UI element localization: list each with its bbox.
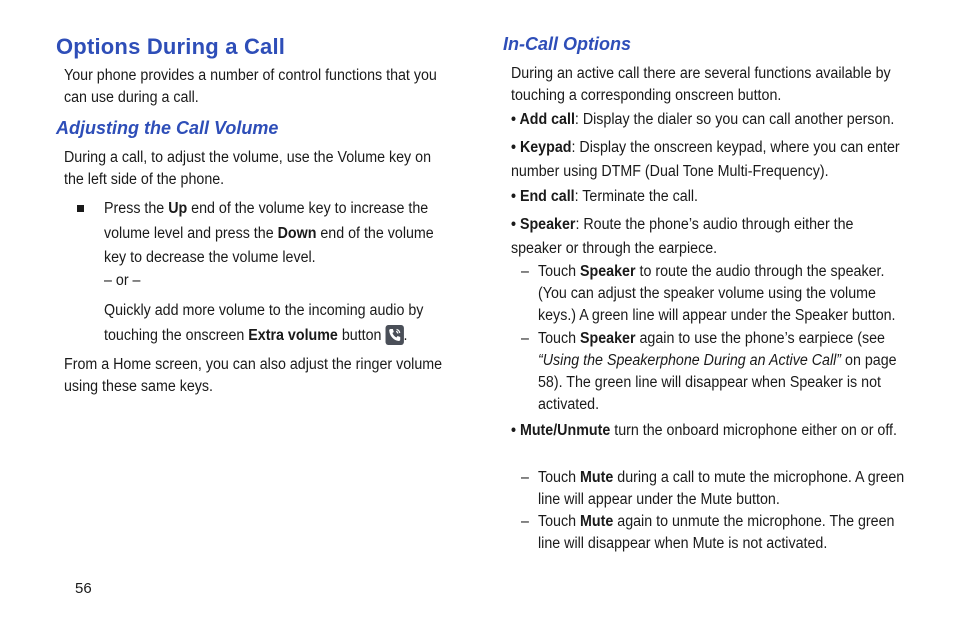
section-heading-in-call: In-Call Options — [503, 34, 631, 54]
volume-bullet-text: Press the Up end of the volume key to increase the volume level and press the Down end of the volume key to decrease the volume level. — [104, 200, 434, 266]
intro-paragraph: Your phone provides a number of control functions that you can use during a call. — [64, 67, 437, 106]
mute-sub-item-1: Touch Mute during a call to mute the microphone. A green line will appear under the Mute button. — [538, 469, 905, 508]
in-call-intro: During an active call there are several functions available by touching a corresponding onscreen button. — [511, 65, 891, 104]
ringer-paragraph: From a Home screen, you can also adjust the ringer volume using these same keys. — [64, 356, 443, 395]
list-item-speaker: • Speaker: Route the phone’s audio through either the speaker or through the earpiece. — [511, 216, 854, 257]
speaker-sub-item-1: Touch Speaker to route the audio through the speaker. (You can adjust the speaker volume using the volume keys.) A green line will appear under the Speaker button. — [538, 263, 896, 324]
list-item-mute: • Mute/Unmute turn the onboard microphone either on or off. — [511, 422, 897, 439]
dash-marker: – — [521, 469, 529, 486]
list-item-keypad: • Keypad: Display the onscreen keypad, where you can enter number using DTMF (Dual Tone Multi-Frequency). — [511, 139, 900, 180]
list-item-add-call: • Add call: Display the dialer so you can call another person. — [511, 111, 895, 128]
dash-marker: – — [521, 513, 529, 530]
dash-marker: – — [521, 330, 529, 347]
dash-marker: – — [521, 263, 529, 280]
or-separator: – or – — [104, 272, 141, 289]
list-item-end-call: • End call: Terminate the call. — [511, 188, 699, 205]
speaker-sub-item-2: Touch Speaker again to use the phone’s earpiece (see “Using the Speakerphone During an Active Call” on page 58). The green line will disappear when Speaker is not activated. — [538, 330, 897, 413]
extra-volume-text: Quickly add more volume to the incoming audio by touching the onscreen Extra volume button . — [104, 302, 424, 344]
volume-intro-paragraph: During a call, to adjust the volume, use the Volume key on the left side of the phone. — [64, 149, 432, 188]
extra-volume-phone-icon — [385, 325, 403, 345]
bullet-square — [77, 205, 84, 212]
mute-sub-item-2: Touch Mute again to unmute the microphone. The green line will disappear when Mute is not activated. — [538, 513, 895, 552]
page-number: 56 — [75, 580, 92, 597]
section-heading-volume: Adjusting the Call Volume — [56, 118, 279, 138]
page-title: Options During a Call — [56, 34, 286, 59]
